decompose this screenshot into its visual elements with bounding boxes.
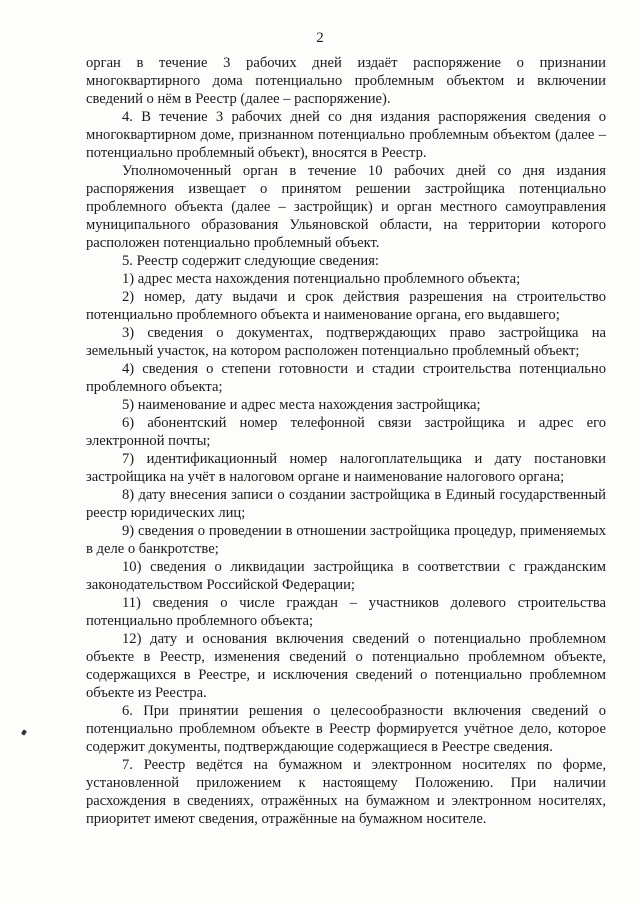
list-item: 5) наименование и адрес места нахождения застройщика; (122, 397, 481, 413)
page-number: 2 (316, 30, 324, 46)
paragraph: 5. Реестр содержит следующие сведения: (122, 253, 379, 269)
list-item: 6) абонентский номер телефонной связи застройщика и адрес его электронной почты; (86, 415, 606, 449)
list-item: 1) адрес места нахождения потенциально проблемного объекта; (122, 271, 521, 287)
list-item: 4) сведения о степени готовности и стадии строительства потенциально проблемного объекта; (86, 361, 606, 395)
margin-mark (21, 729, 27, 735)
list-item: 10) сведения о ликвидации застройщика в соответствии с гражданским законодательством Российской Федерации; (86, 559, 606, 593)
paragraph: 7. Реестр ведётся на бумажном и электронном носителях по форме, установленной приложением к настоящему Положению. При наличии расхождения в сведениях, отражённых на бумажном и электронном носителях, приоритет имеют сведения, отражённые на бумажном носителе. (86, 757, 606, 827)
paragraph: Уполномоченный орган в течение 10 рабочих дней со дня издания распоряжения извещает о принятом решении застройщика потенциально проблемного объекта (далее – застройщик) и орган местного самоуправления муниципального образования Ульяновской области, на территории которого расположен потенциально проблемный объект. (86, 163, 606, 251)
list-item: 7) идентификационный номер налогоплательщика и дату постановки застройщика на учёт в налоговом органе и наименование налогового органа; (86, 451, 606, 485)
list-item: 8) дату внесения записи о создании застройщика в Единый государственный реестр юридических лиц; (86, 487, 606, 521)
document-body (86, 54, 606, 828)
list-item: 11) сведения о числе граждан – участников долевого строительства потенциально проблемного объекта; (86, 595, 606, 629)
list-item: 9) сведения о проведении в отношении застройщика процедур, применяемых в деле о банкротстве; (86, 523, 606, 557)
paragraph: 6. При принятии решения о целесообразности включения сведений о потенциально проблемном объекте в Реестр формируется учётное дело, которое содержит документы, подтверждающие содержащиеся в Реестре сведения. (86, 703, 606, 755)
list-item: 12) дату и основания включения сведений о потенциально проблемном объекте в Реестр, изменения сведений о потенциально проблемном объекте, содержащихся в Реестре, и исключения сведений о потенциально проблемном объекте из Реестра. (86, 631, 606, 701)
paragraph: 4. В течение 3 рабочих дней со дня издания распоряжения сведения о многоквартирном доме, признанном потенциально проблемным объектом (далее – потенциально проблемный объект), вносятся в Реестр. (86, 109, 606, 161)
list-item: 2) номер, дату выдачи и срок действия разрешения на строительство потенциально проблемного объекта и наименование органа, его выдавшего; (86, 289, 606, 323)
list-item: 3) сведения о документах, подтверждающих право застройщика на земельный участок, на котором расположен потенциально проблемный объект; (86, 325, 606, 359)
paragraph: орган в течение 3 рабочих дней издаёт распоряжение о признании многоквартирного дома потенциально проблемным объектом и включении сведений о нём в Реестр (далее – распоряжение). (86, 55, 606, 107)
